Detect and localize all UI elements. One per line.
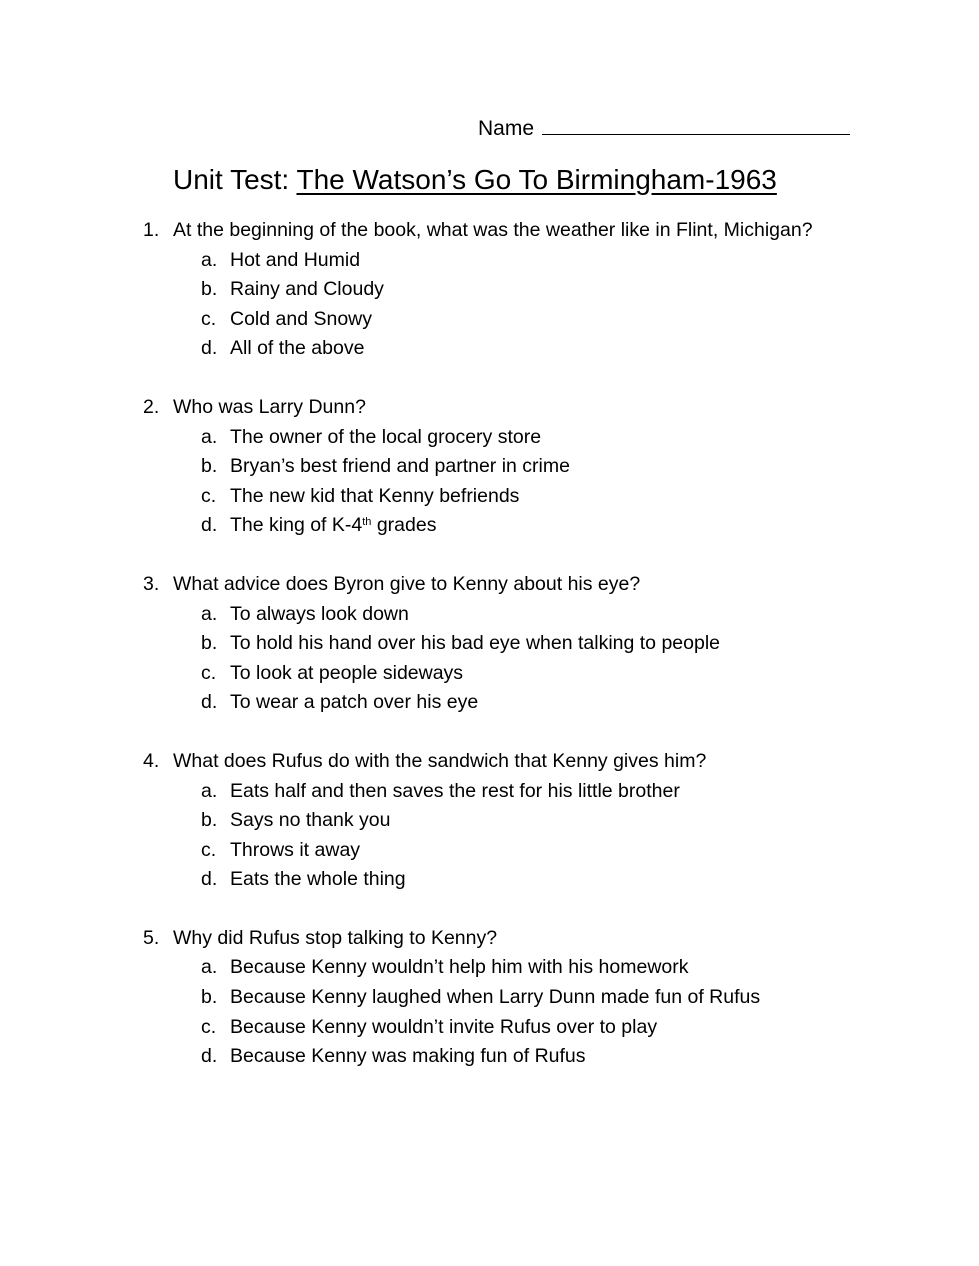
page-title <box>173 164 777 196</box>
option-text: Hot and Humid <box>230 248 361 271</box>
option-row[interactable] <box>0 953 979 983</box>
question-row <box>0 570 979 600</box>
option-text-tail: grades <box>371 514 437 537</box>
option-text: Eats the whole thing <box>230 868 406 891</box>
option-text: Throws it away <box>230 838 361 861</box>
name-label: Name <box>478 117 535 140</box>
option-letter: d. <box>201 337 218 360</box>
option-letter: d. <box>201 514 218 537</box>
option-letter: b. <box>201 986 218 1009</box>
option-text: Cold and Snowy <box>230 307 373 330</box>
option-text: To wear a patch over his eye <box>230 691 479 714</box>
option-letter: c. <box>201 838 217 861</box>
option-letter: d. <box>201 1045 218 1068</box>
option-text: All of the above <box>230 337 365 360</box>
option-letter: a. <box>201 602 218 625</box>
option-text: Eats half and then saves the rest for his little brother <box>230 779 680 802</box>
option-text: Because Kenny laughed when Larry Dunn made fun of Rufus <box>230 986 761 1009</box>
option-row[interactable] <box>0 659 979 689</box>
question-5 <box>0 924 979 1072</box>
question-text: What does Rufus do with the sandwich that Kenny gives him? <box>173 749 707 772</box>
option-text: Bryan’s best friend and partner in crime <box>230 455 570 478</box>
option-row[interactable] <box>0 777 979 807</box>
option-text: Because Kenny wouldn’t help him with his homework <box>230 956 689 979</box>
option-row[interactable] <box>0 511 979 541</box>
option-text: Because Kenny wouldn’t invite Rufus over to play <box>230 1015 658 1038</box>
option-text: Says no thank you <box>230 809 391 832</box>
option-letter: a. <box>201 956 218 979</box>
question-number: 4. <box>143 749 160 772</box>
option-row[interactable] <box>0 865 979 895</box>
question-3 <box>0 570 979 718</box>
option-text: The new kid that Kenny befriends <box>230 484 520 507</box>
question-2 <box>0 393 979 541</box>
option-row[interactable] <box>0 1042 979 1072</box>
option-row[interactable] <box>0 629 979 659</box>
option-row[interactable] <box>0 305 979 335</box>
option-letter: b. <box>201 278 218 301</box>
question-number: 5. <box>143 926 160 949</box>
option-row[interactable] <box>0 688 979 718</box>
question-1 <box>0 216 979 364</box>
question-text: Why did Rufus stop talking to Kenny? <box>173 926 498 949</box>
option-letter: a. <box>201 248 218 271</box>
name-field[interactable] <box>478 116 850 141</box>
question-row <box>0 924 979 954</box>
option-letter: d. <box>201 868 218 891</box>
option-text: The owner of the local grocery store <box>230 425 542 448</box>
question-row <box>0 216 979 246</box>
option-row[interactable] <box>0 806 979 836</box>
option-text-main: The king of K-4 <box>230 514 363 537</box>
option-letter: c. <box>201 1015 217 1038</box>
option-row[interactable] <box>0 1013 979 1043</box>
option-row[interactable] <box>0 275 979 305</box>
title-book: The Watson’s Go To Birmingham-1963 <box>296 164 777 195</box>
option-row[interactable] <box>0 423 979 453</box>
option-letter: a. <box>201 425 218 448</box>
title-prefix: Unit Test: <box>173 164 297 195</box>
option-text: Because Kenny was making fun of Rufus <box>230 1045 586 1068</box>
option-row[interactable] <box>0 334 979 364</box>
question-number: 1. <box>143 219 160 241</box>
option-letter: b. <box>201 632 218 655</box>
ordinal-superscript: th <box>362 516 372 529</box>
option-letter: c. <box>201 661 217 684</box>
option-letter: c. <box>201 484 217 507</box>
option-row[interactable] <box>0 983 979 1013</box>
option-letter: a. <box>201 779 218 802</box>
option-text <box>230 511 436 541</box>
question-text: At the beginning of the book, what was the weather like in Flint, Michigan? <box>173 219 813 241</box>
option-row[interactable] <box>0 482 979 512</box>
question-number: 2. <box>143 395 160 418</box>
question-number: 3. <box>143 572 160 595</box>
option-text: To hold his hand over his bad eye when talking to people <box>230 632 721 655</box>
option-letter: b. <box>201 455 218 478</box>
question-text: What advice does Byron give to Kenny about his eye? <box>173 572 641 595</box>
option-letter: c. <box>201 307 217 330</box>
question-list <box>0 216 979 1101</box>
option-row[interactable] <box>0 246 979 276</box>
option-letter: b. <box>201 809 218 832</box>
option-row[interactable] <box>0 600 979 630</box>
option-letter: d. <box>201 691 218 714</box>
question-row <box>0 747 979 777</box>
option-text: To always look down <box>230 602 409 625</box>
option-text: To look at people sideways <box>230 661 464 684</box>
option-text: Rainy and Cloudy <box>230 278 384 301</box>
question-4 <box>0 747 979 895</box>
name-blank-line[interactable] <box>542 116 850 135</box>
question-text: Who was Larry Dunn? <box>173 395 366 418</box>
option-row[interactable] <box>0 836 979 866</box>
question-row <box>0 393 979 423</box>
option-row[interactable] <box>0 452 979 482</box>
